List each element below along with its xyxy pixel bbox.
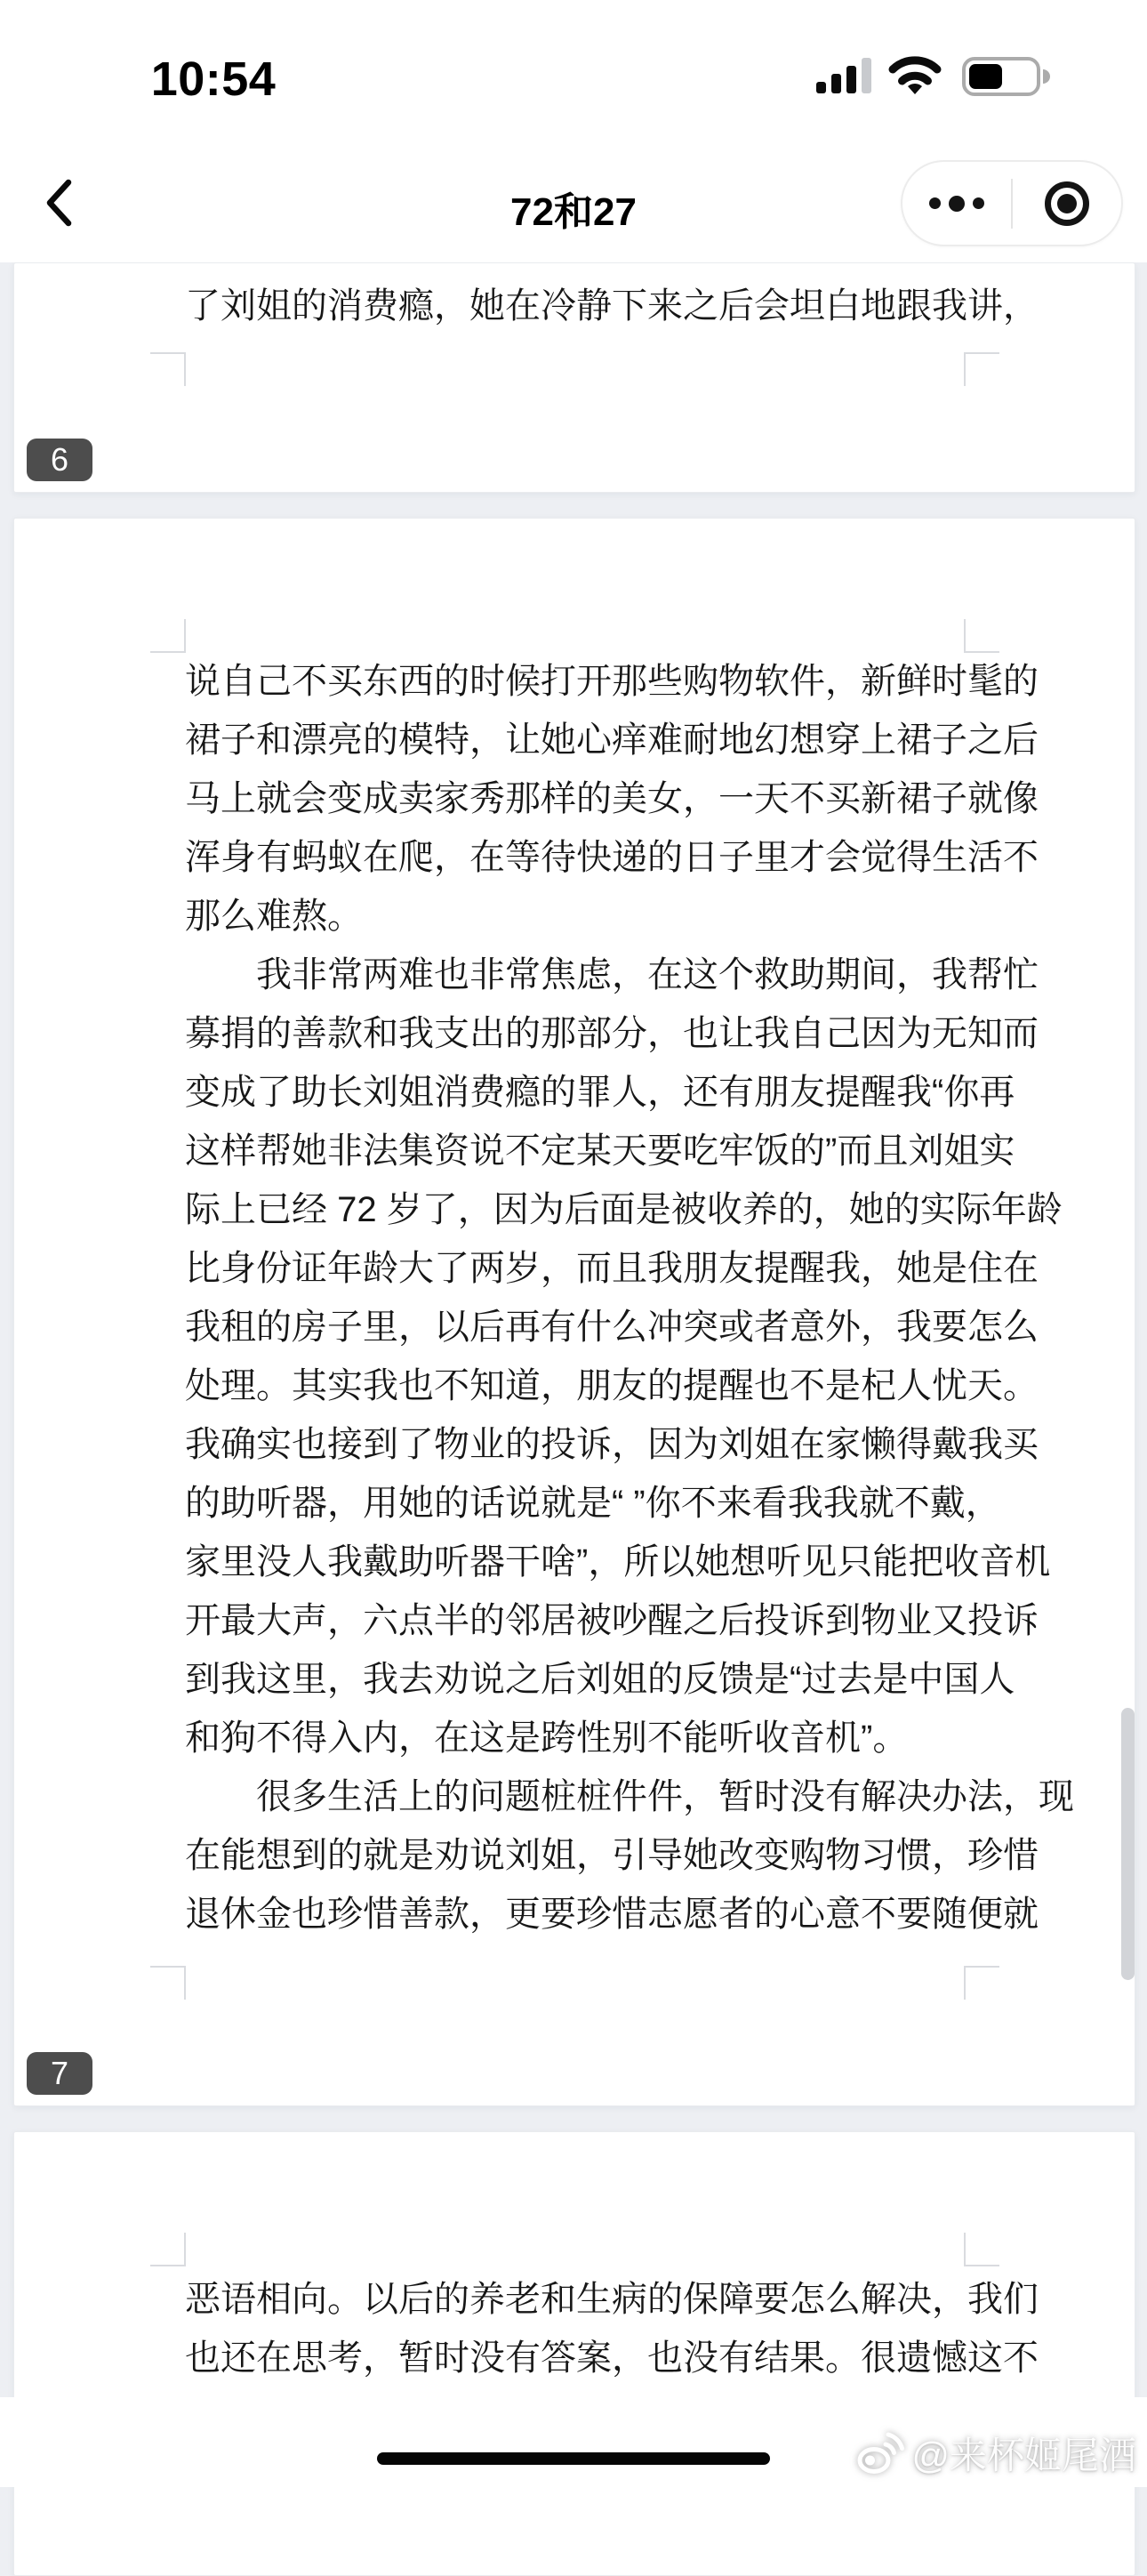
page-text-block [185,2270,1039,2387]
document-page-card [13,518,1135,2106]
text-line: 说自己不买东西的时候打开那些购物软件，新鲜时髦的 [185,662,1039,701]
miniprogram-capsule [901,160,1123,246]
text-line: 浑身有蚂蚁在爬，在等待快递的日子里才会觉得生活不 [185,838,1039,877]
text-line: 和狗不得入内，在这是跨性别不能听收音机”。 [185,1719,909,1758]
corner-mark [150,1966,186,2000]
page-title: 72和27 [510,190,637,234]
battery-icon [962,57,1051,96]
text-line: 的助听器，用她的话说就是“ ”你不来看我我就不戴， [185,1484,1001,1523]
page-number-badge: 7 [27,2052,92,2095]
text-line: 开最大声，六点半的邻居被吵醒之后投诉到物业又投诉 [185,1601,1039,1640]
corner-mark [150,352,186,386]
text-line: 马上就会变成卖家秀那样的美女，一天不买新裙子就像 [185,779,1039,818]
more-options-button[interactable] [902,162,1011,245]
text-line: 很多生活上的问题桩桩件件，暂时没有解决办法，现 [256,1777,1074,1816]
text-line: 处理。其实我也不知道，朋友的提醒也不是杞人忧天。 [185,1366,1039,1405]
watermark-handle: @来杯姬尾酒 [911,2435,1136,2476]
text-line: 了刘姐的消费瘾，她在冷静下来之后会坦白地跟我讲， [185,286,1039,326]
text-line: 募捐的善款和我支出的那部分，也让我自己因为无知而 [185,1014,1039,1053]
corner-mark [150,619,186,653]
text-line: 恶语相向。以后的养老和生病的保障要怎么解决，我们 [185,2280,1039,2319]
text-line: 家里没人我戴助听器干啥”，所以她想听见只能把收音机 [185,1542,1051,1582]
target-icon [1045,181,1089,226]
text-line: 这样帮她非法集资说不定某天要吃牢饭的”而且刘姐实 [185,1131,1015,1171]
text-line: 我非常两难也非常焦虑，在这个救助期间，我帮忙 [256,955,1039,994]
header [0,0,1147,262]
corner-mark [964,2233,999,2266]
watermark [854,2427,1136,2480]
text-line: 我租的房子里，以后再有什么冲突或者意外，我要怎么 [185,1308,1039,1347]
cellular-signal-icon [816,58,875,93]
document-page-card [13,262,1135,493]
status-time: 10:54 [150,52,277,106]
ellipsis-icon [929,196,984,212]
page-text-block [185,277,1039,335]
scrollbar-thumb[interactable] [1121,1708,1135,1980]
text-line: 到我这里，我去劝说之后刘姐的反馈是“过去是中国人 [185,1660,1015,1699]
corner-mark [964,1966,999,2000]
text-line: 际上已经 72 岁了，因为后面是被收养的，她的实际年龄 [185,1190,1063,1229]
wifi-icon [886,54,943,97]
home-indicator[interactable] [377,2452,770,2465]
document-page-card [13,2131,1135,2576]
weibo-icon [854,2431,904,2475]
exit-capsule-button[interactable] [1013,162,1121,245]
page-text-block [185,652,1074,1944]
text-line: 也还在思考，暂时没有答案，也没有结果。很遗憾这不 [185,2339,1039,2378]
corner-mark [150,2233,186,2266]
text-line: 裙子和漂亮的模特，让她心痒难耐地幻想穿上裙子之后 [185,720,1039,760]
text-line: 在能想到的就是劝说刘姐，引导她改变购物习惯，珍惜 [185,1836,1039,1875]
page-number-badge: 6 [27,439,92,481]
text-line: 比身份证年龄大了两岁，而且我朋友提醒我，她是住在 [185,1249,1039,1288]
corner-mark [964,352,999,386]
text-line: 那么难熬。 [185,897,363,936]
text-line: 退休金也珍惜善款，更要珍惜志愿者的心意不要随便就 [185,1895,1039,1934]
text-line: 我确实也接到了物业的投诉，因为刘姐在家懒得戴我买 [185,1425,1039,1464]
text-line: 变成了助长刘姐消费瘾的罪人，还有朋友提醒我“你再 [185,1073,1015,1112]
corner-mark [964,619,999,653]
